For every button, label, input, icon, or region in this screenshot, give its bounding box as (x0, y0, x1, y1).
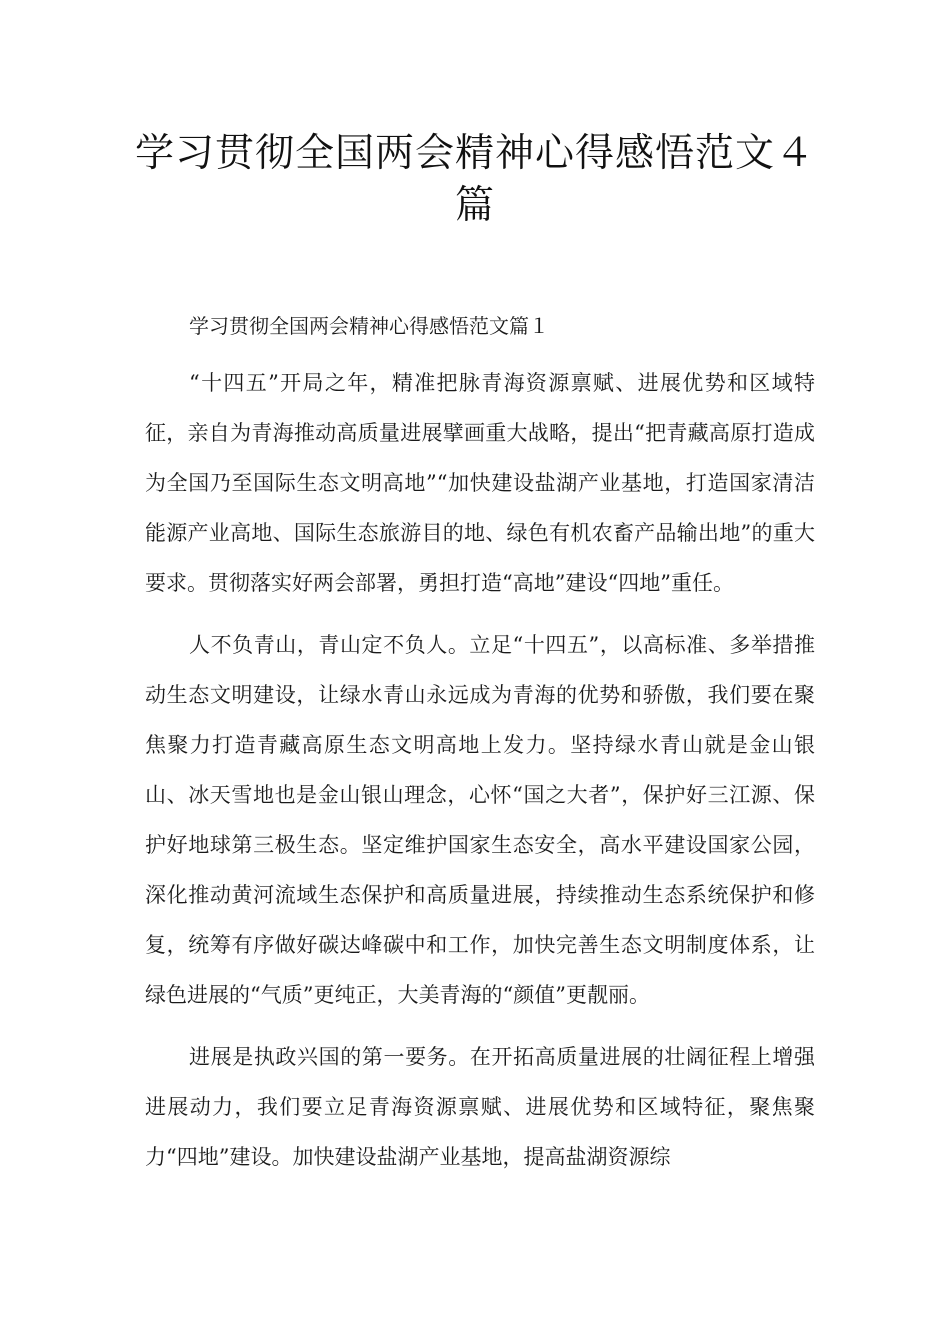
document-body (145, 307, 815, 1194)
section-subheading: 学习贯彻全国两会精神心得感悟范文篇１ (189, 314, 549, 338)
paragraph-1: “十四五”开局之年，精准把脉青海资源禀赋、进展优势和区域特征，亲自为青海推动高质量进展擘画重大战略，提出“把青藏高原打造成为全国乃至国际生态文明高地”“加快建设盐湖产业基地，打造国家清洁能源产业高地、国际生态旅游目的地、绿色有机农畜产品输出地”的重大要求。贯彻落实好两会部署，勇担打造“高地”建设“四地”重任。 (145, 371, 815, 595)
paragraph-2: 人不负青山，青山定不负人。立足“十四五”，以高标准、多举措推动生态文明建设，让绿水青山永远成为青海的优势和骄傲，我们要在聚焦聚力打造青藏高原生态文明高地上发力。坚持绿水青山就是金山银山、冰天雪地也是金山银山理念，心怀“国之大者”，保护好三江源、保护好地球第三极生态。坚定维护国家生态安全，高水平建设国家公园，深化推动黄河流域生态保护和高质量进展，持续推动生态系统保护和修复，统筹有序做好碳达峰碳中和工作，加快完善生态文明制度体系，让绿色进展的“气质”更纯正，大美青海的“颜值”更靓丽。 (145, 633, 815, 1007)
document-title: 学习贯彻全国两会精神心得感悟范文４篇 (134, 131, 815, 228)
paragraph-3: 进展是执政兴国的第一要务。在开拓高质量进展的壮阔征程上增强进展动力，我们要立足青海资源禀赋、进展优势和区域特征，聚焦聚力“四地”建设。加快建设盐湖产业基地，提高盐湖资源综 (145, 1045, 815, 1169)
